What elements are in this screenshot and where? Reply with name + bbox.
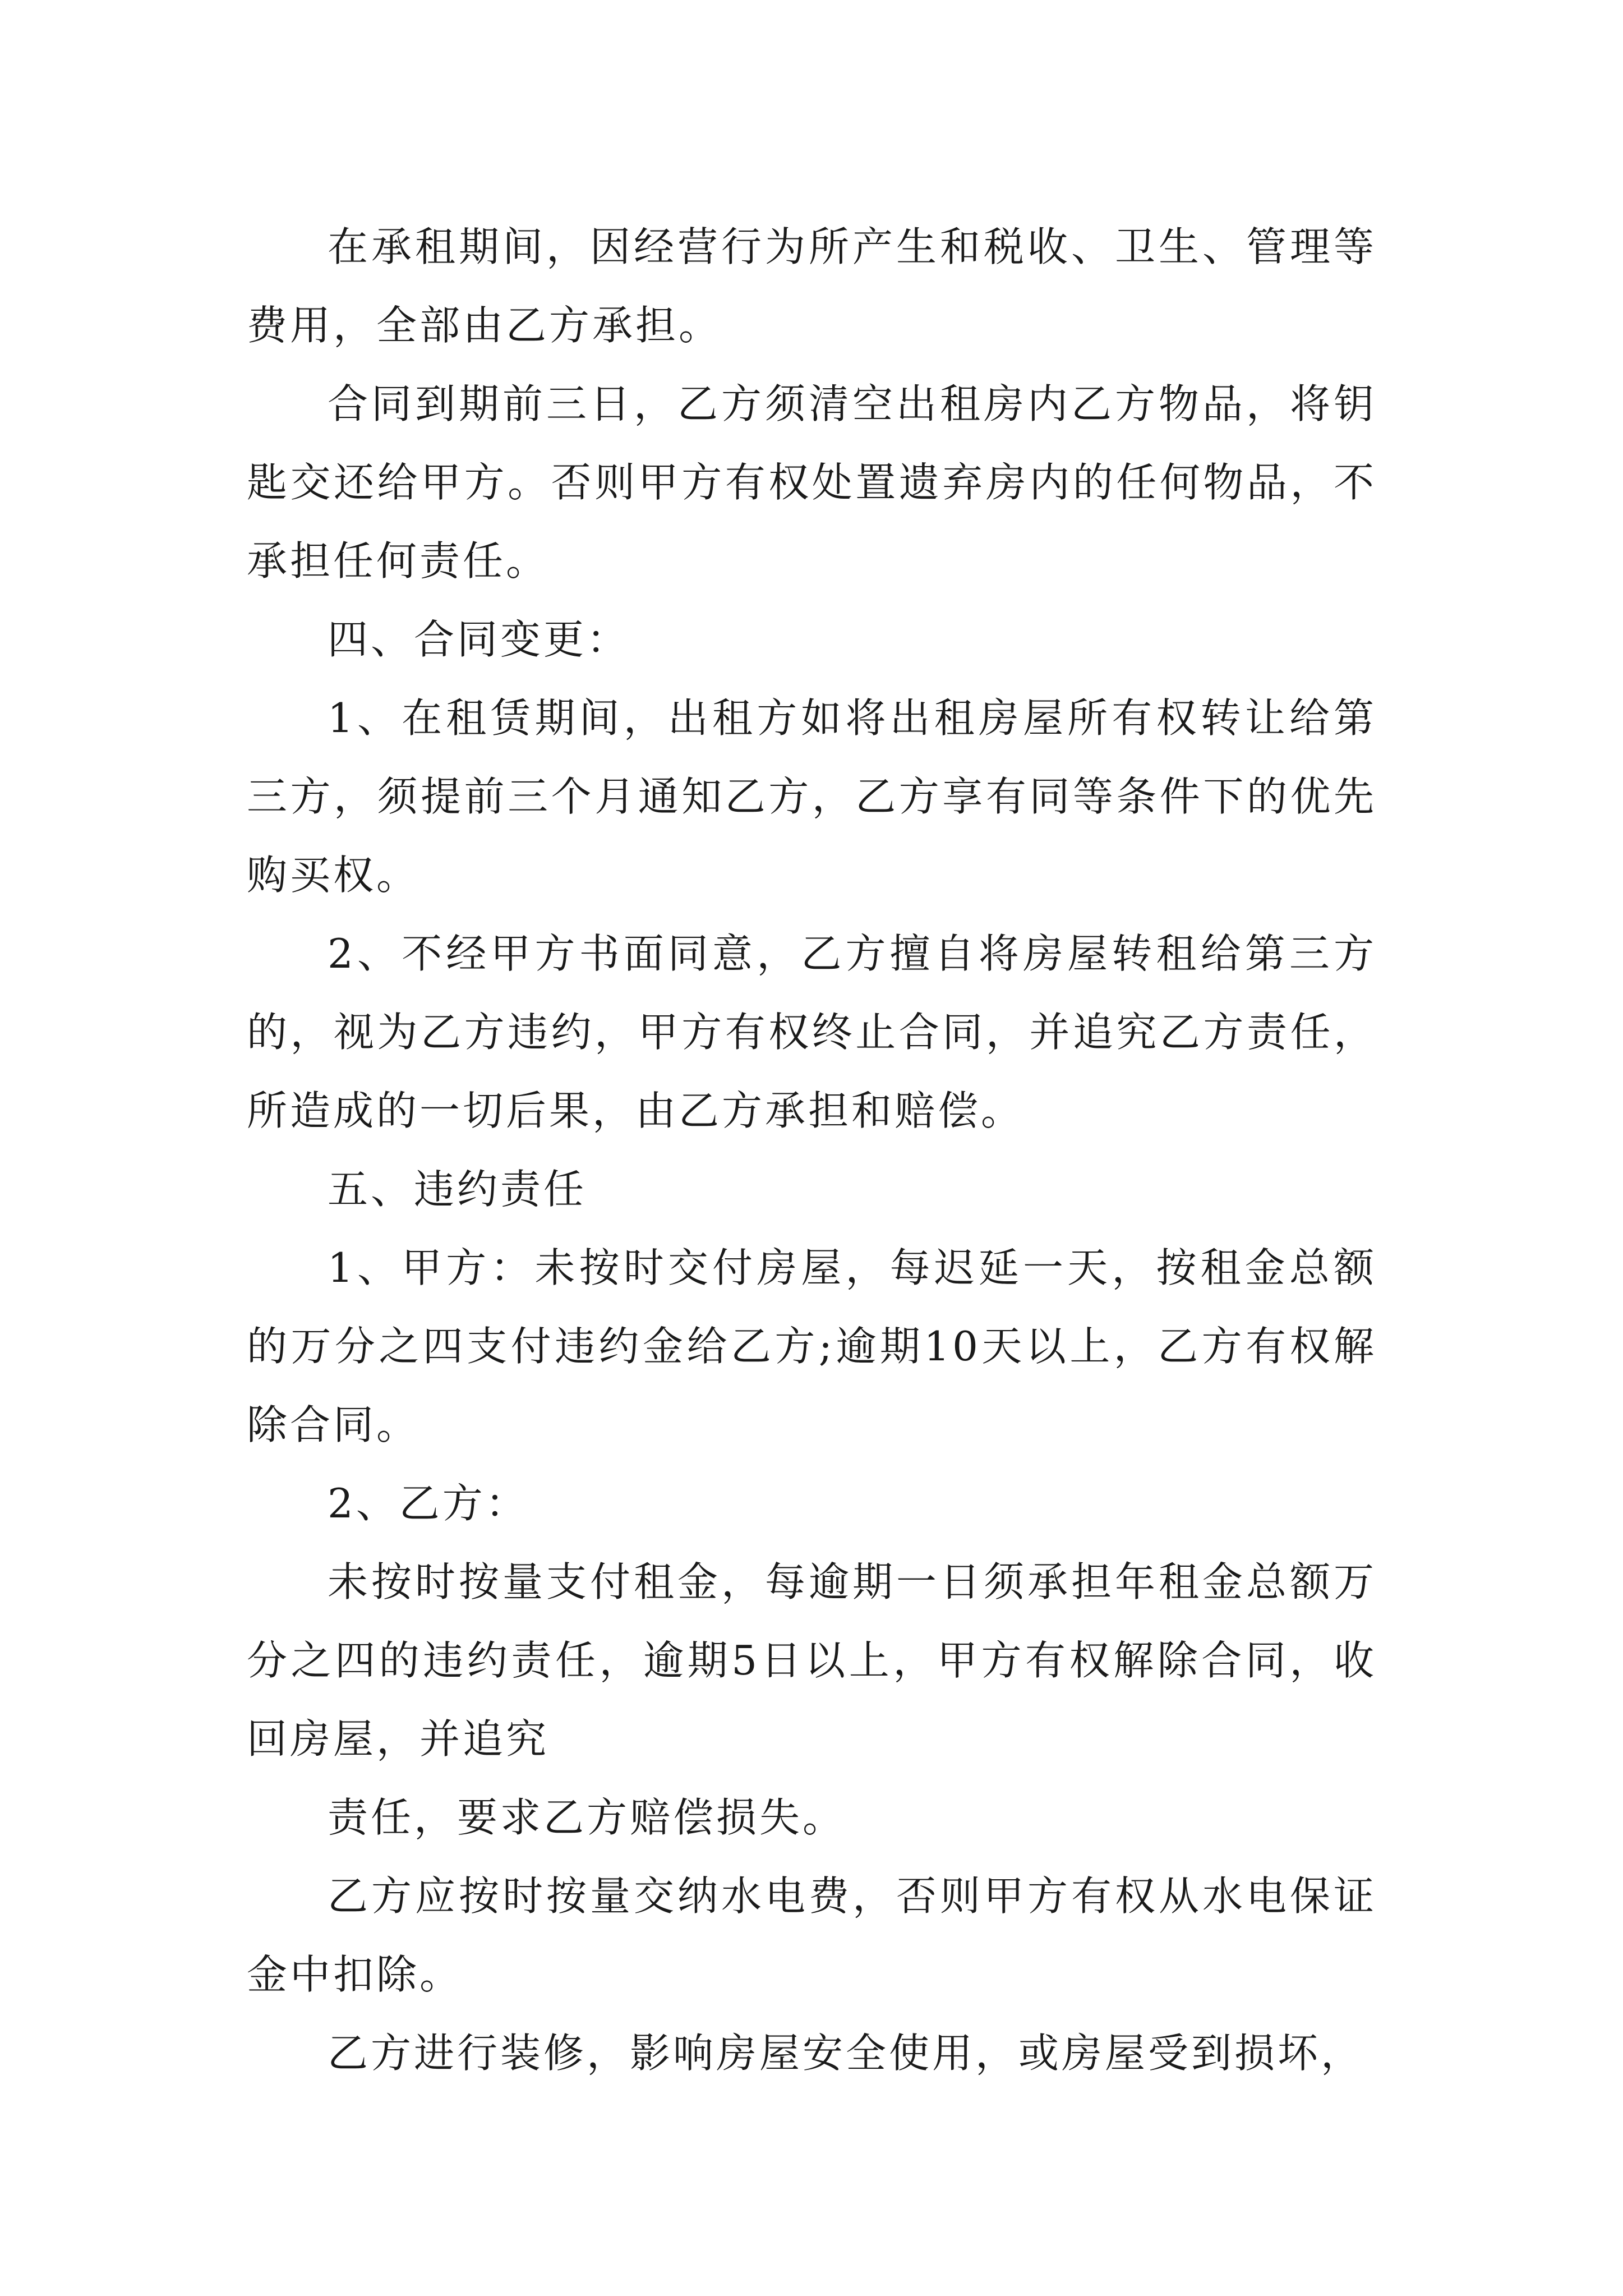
paragraph-ownership-transfer: 1、在租赁期间，出租方如将出租房屋所有权转让给第三方，须提前三个月通知乙方，乙方享有同等条件下的优先购买权。 bbox=[247, 694, 1377, 899]
paragraph-renovation: 乙方进行装修，影响房屋安全使用，或房屋受到损坏， bbox=[328, 2030, 1364, 2077]
paragraph-party-b-heading: 2、乙方： bbox=[328, 1480, 529, 1527]
paragraph-rent-overdue: 未按时按量支付租金，每逾期一日须承担年租金总额万分之四的违约责任，逾期5日以上，甲方有权解除合同，收回房屋，并追究 bbox=[247, 1558, 1377, 1763]
paragraph-tax-fees: 在承租期间，因经营行为所产生和税收、卫生、管理等费用，全部由乙方承担。 bbox=[247, 223, 1377, 349]
paragraph-key-return: 合同到期前三日，乙方须清空出租房内乙方物品，将钥匙交还给甲方。否则甲方有权处置遗弃房内的任何物品，不承担任何责任。 bbox=[247, 380, 1377, 585]
section-heading-breach-liability: 五、违约责任 bbox=[328, 1166, 587, 1213]
paragraph-utility-fees: 乙方应按时按量交纳水电费，否则甲方有权从水电保证金中扣除。 bbox=[247, 1872, 1377, 1998]
document-body bbox=[247, 208, 1377, 2092]
paragraph-compensation: 责任，要求乙方赔偿损失。 bbox=[328, 1794, 846, 1841]
paragraph-party-a-liability: 1、甲方：未按时交付房屋，每迟延一天，按租金总额的万分之四支付违约金给乙方;逾期10天以上，乙方有权解除合同。 bbox=[247, 1244, 1377, 1448]
paragraph-sublease: 2、不经甲方书面同意，乙方擅自将房屋转租给第三方的，视为乙方违约，甲方有权终止合同，并追究乙方责任，所造成的一切后果，由乙方承担和赔偿。 bbox=[247, 930, 1377, 1134]
section-heading-contract-change: 四、合同变更： bbox=[328, 616, 630, 663]
